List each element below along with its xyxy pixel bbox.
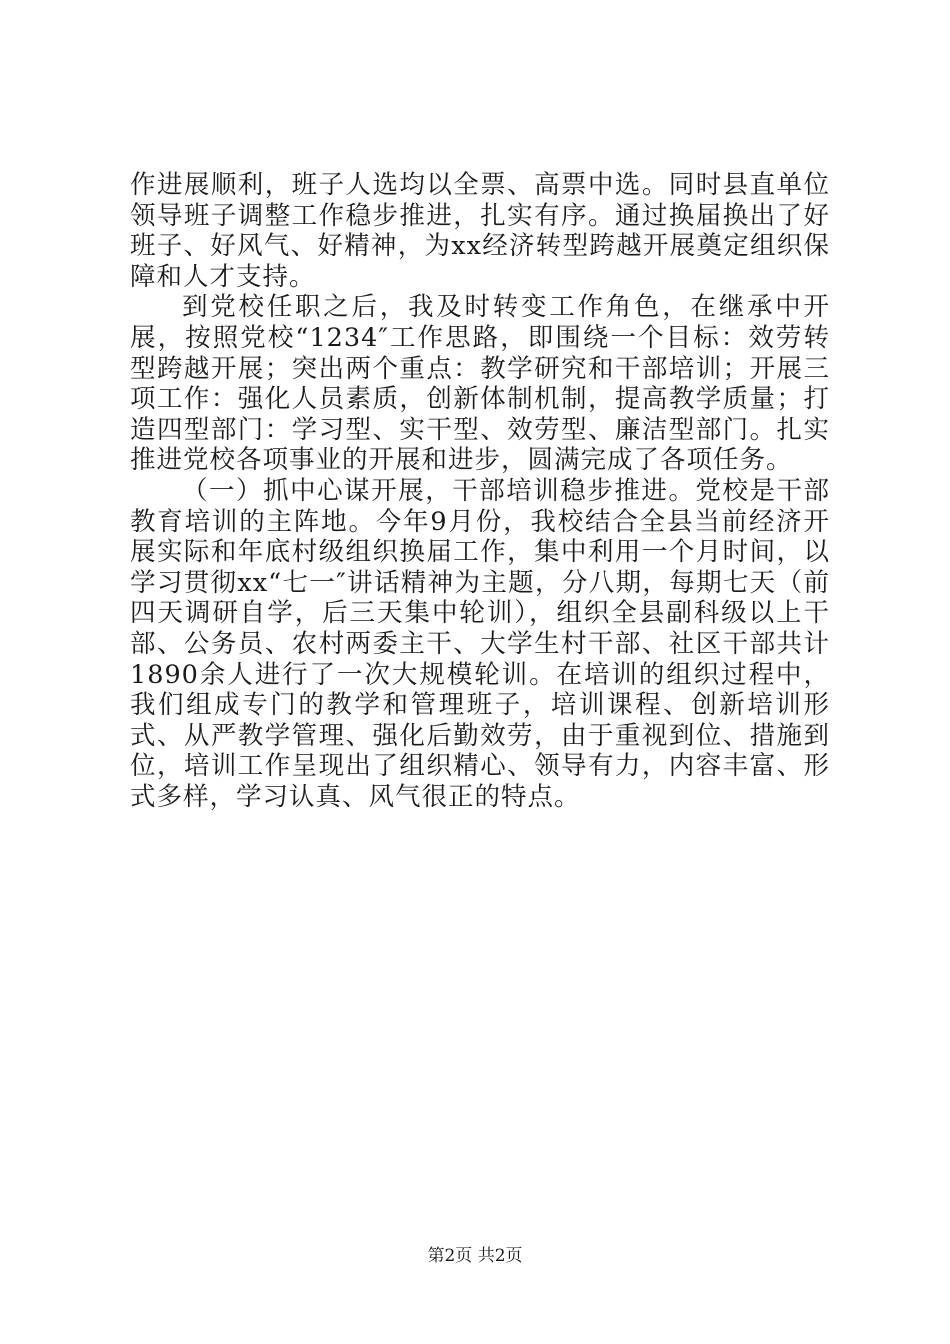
page-number-footer: 第2页 共2页	[427, 1246, 523, 1266]
paragraph-2: 到党校任职之后，我及时转变工作角色，在继承中开展，按照党校“1234″工作思路，即围绕一个目标：效劳转型跨越开展；突出两个重点：教学研究和干部培训；开展三项工作：强化人员素质，创新体制机制，提高教学质量；打造四型部门：学习型、实干型、效劳型、廉洁型部门。扎实推进党校各项事业的开展和进步，圆满完成了各项任务。	[130, 292, 830, 476]
document-body	[130, 170, 830, 812]
paragraph-1: 作进展顺利，班子人选均以全票、高票中选。同时县直单位领导班子调整工作稳步推进，扎实有序。通过换届换出了好班子、好风气、好精神，为xx经济转型跨越开展奠定组织保障和人才支持。	[130, 170, 830, 292]
paragraph-3: （一）抓中心谋开展，干部培训稳步推进。党校是干部教育培训的主阵地。今年9月份，我校结合全县当前经济开展实际和年底村级组织换届工作，集中利用一个月时间，以学习贯彻xx“七一″讲话精神为主题，分八期，每期七天（前四天调研自学，后三天集中轮训），组织全县副科级以上干部、公务员、农村两委主干、大学生村干部、社区干部共计1890余人进行了一次大规模轮训。在培训的组织过程中，我们组成专门的教学和管理班子，培训课程、创新培训形式、从严教学管理、强化后勤效劳，由于重视到位、措施到位，培训工作呈现出了组织精心、领导有力，内容丰富、形式多样，学习认真、风气很正的特点。	[130, 475, 830, 812]
